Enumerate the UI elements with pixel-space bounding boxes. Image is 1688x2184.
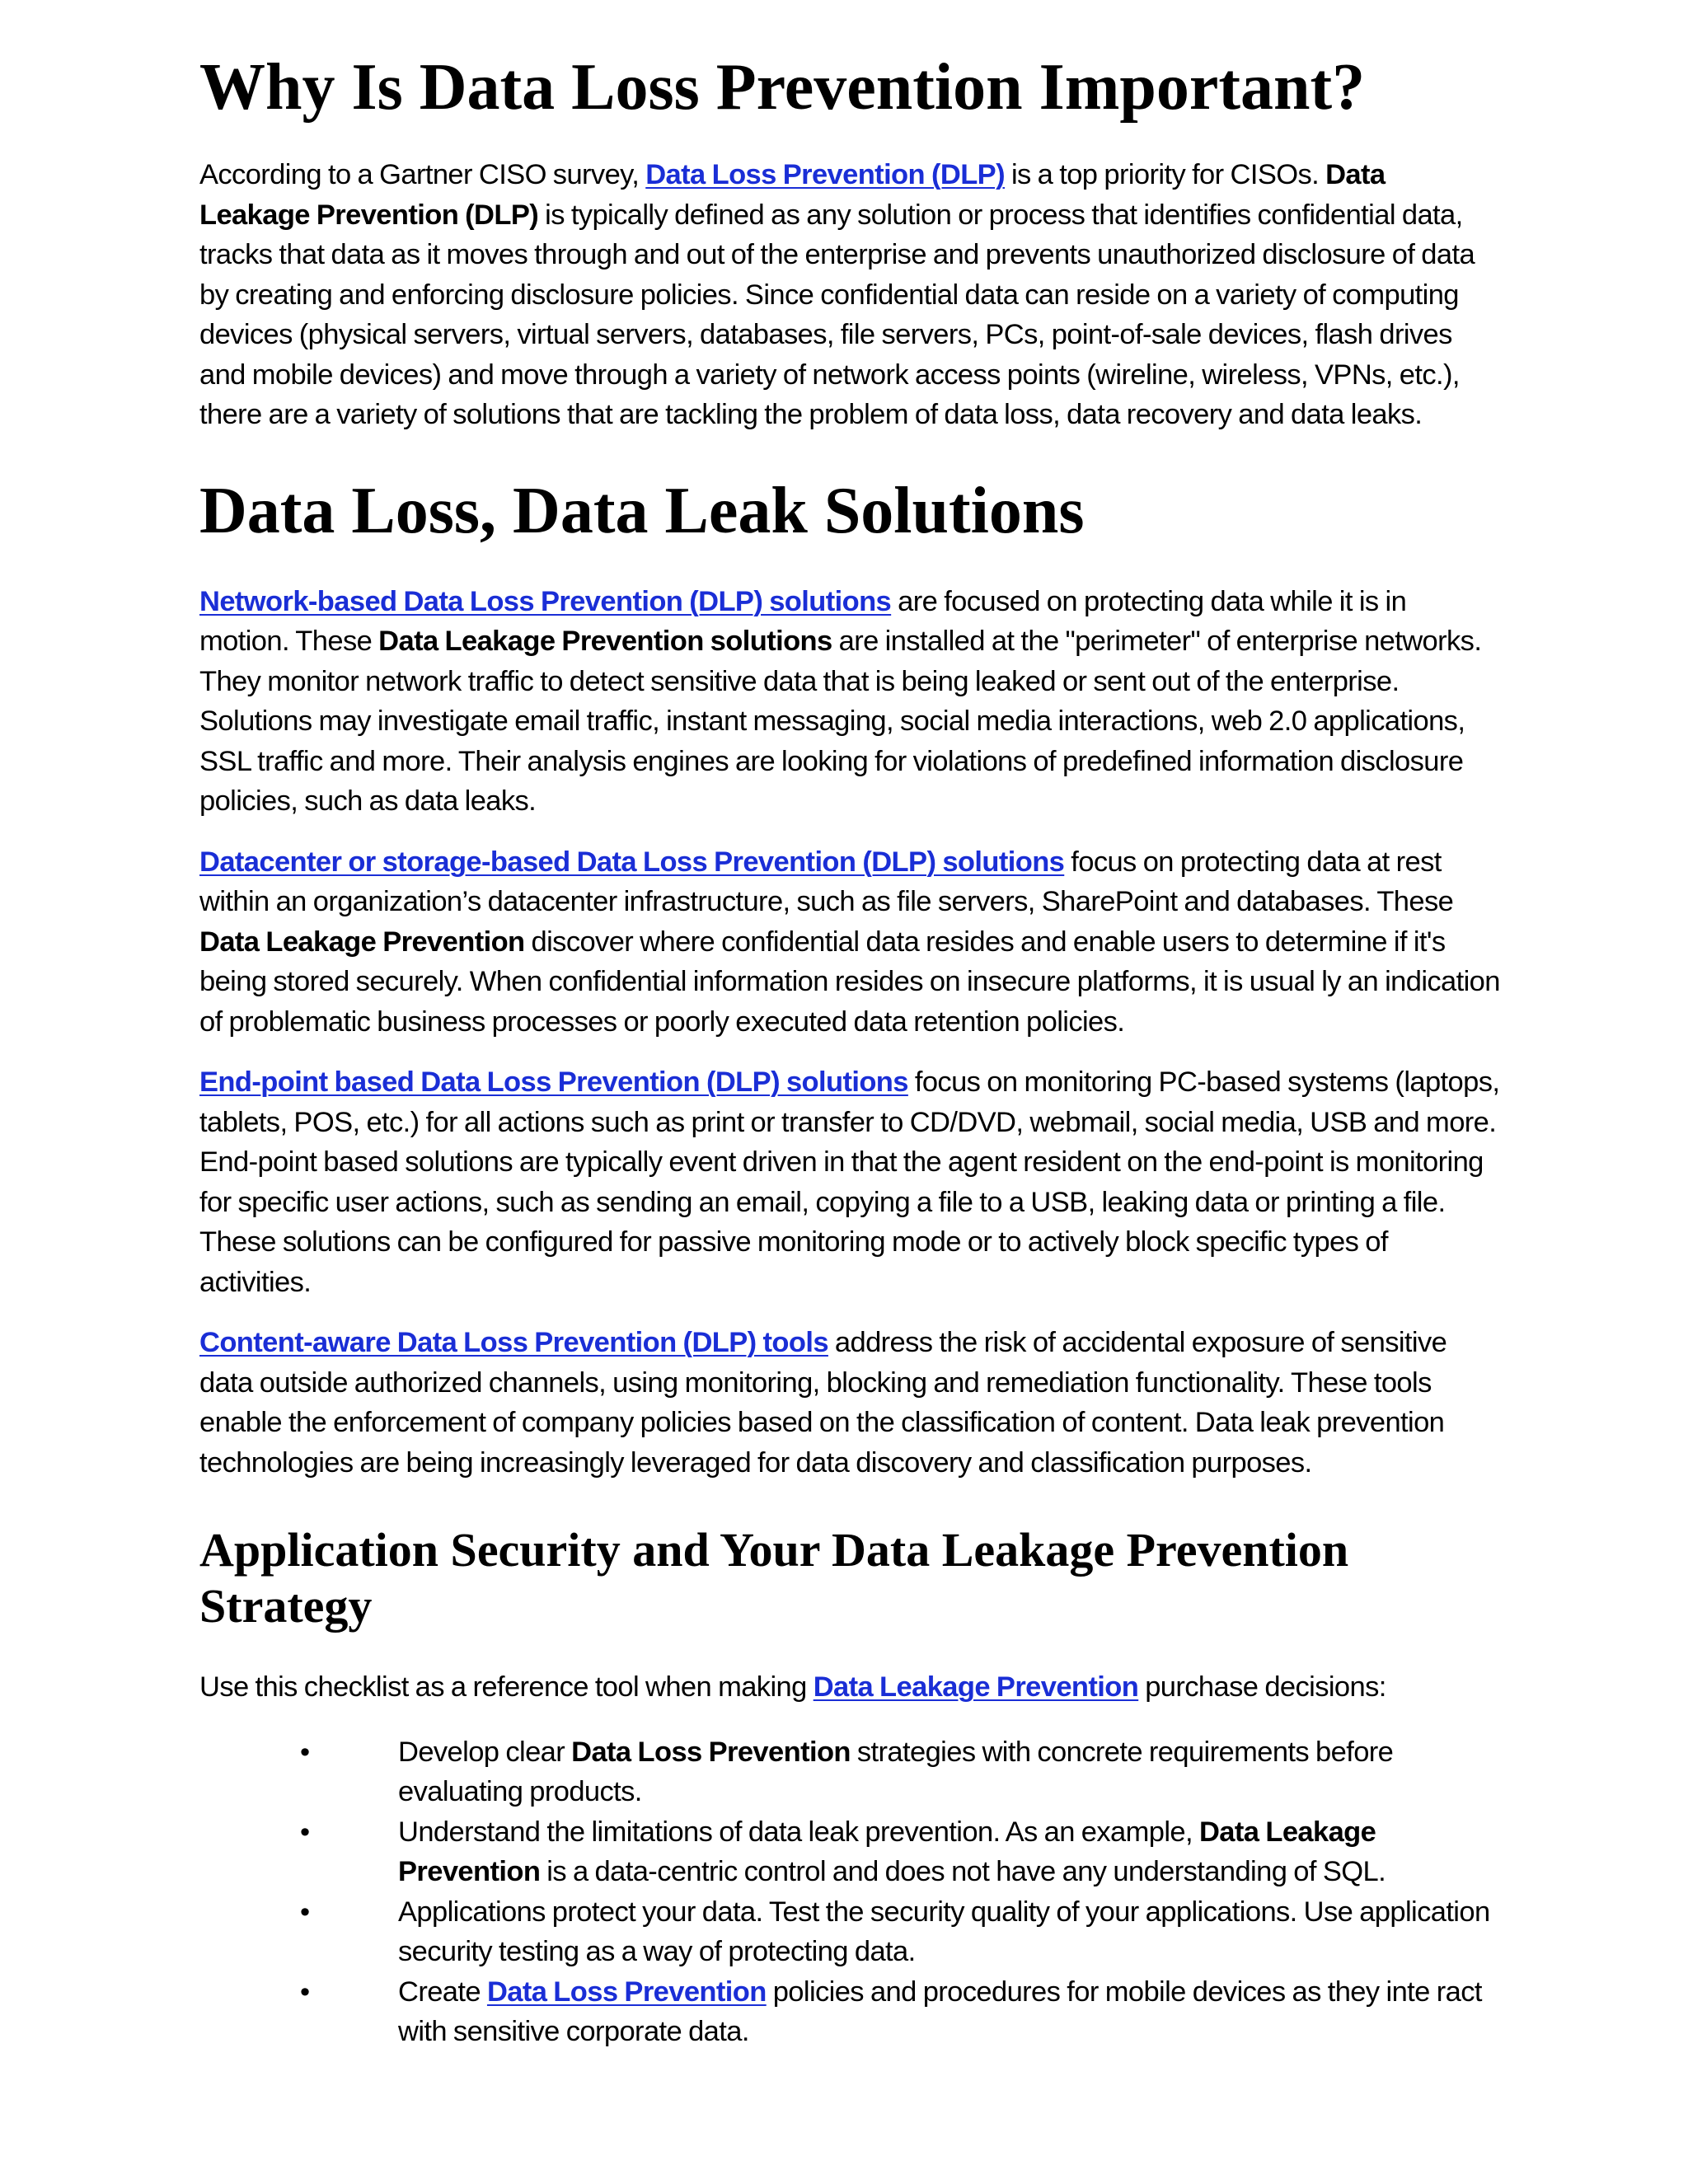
item-text-2: policies and procedures for mobile devices as they inte ract with sensitive corporate data. bbox=[398, 1975, 1482, 2047]
bullet-icon: • bbox=[300, 1975, 310, 2008]
endpoint-text-1: focus on monitoring PC-based systems (laptops, tablets, POS, etc.) for all actions such as print or transfer to CD/DVD, webmail, social media, USB and more. End-point based solutions are typically event driven in that the agent resident on the end-point is monitoring for specific user actions, such as sending an email, copying a file to a USB, leaking data or printing a file. These solutions can be configured for passive monitoring mode or to actively block specific types of activities. bbox=[199, 1066, 1500, 1298]
bullet-icon: • bbox=[300, 1736, 310, 1768]
network-dlp-paragraph bbox=[199, 582, 1502, 822]
bullet-icon: • bbox=[300, 1816, 310, 1848]
item-text-1: Applications protect your data. Test the security quality of your applications. Use application security testing as a way of protecting data. bbox=[398, 1896, 1490, 1967]
link-network-based-dlp[interactable]: Network-based Data Loss Prevention (DLP) solutions bbox=[199, 585, 892, 617]
list-item bbox=[199, 1812, 1502, 1892]
link-endpoint-based-dlp[interactable]: End-point based Data Loss Prevention (DLP) solutions bbox=[199, 1066, 908, 1098]
datacenter-text-2: discover where confidential data resides and enable users to determine if it's being stored securely. When confidential information resides on insecure platforms, it is usual ly an indication of problematic business processes or poorly executed data retention policies. bbox=[199, 926, 1500, 1038]
datacenter-text-1: focus on protecting data at rest within an organization’s datacenter infrastructure, such as file servers, SharePoint and databases. These bbox=[199, 846, 1454, 917]
link-content-aware-dlp-tools[interactable]: Content-aware Data Loss Prevention (DLP) tools bbox=[199, 1327, 828, 1358]
checklist bbox=[199, 1732, 1502, 2052]
intro-text-1: According to a Gartner CISO survey, bbox=[199, 159, 646, 190]
item-text-1: Create bbox=[398, 1975, 487, 2008]
datacenter-dlp-paragraph bbox=[199, 842, 1502, 1043]
content-text-1: address the risk of accidental exposure of sensitive data outside authorized channels, using monitoring, blocking and remediation functionality. These tools enable the enforcement of company policies based on the classification of content. Data leak prevention technologies are being increasingly leveraged for data discovery and classification purposes. bbox=[199, 1327, 1447, 1479]
intro-bold-term: Data Leakage Prevention (DLP) bbox=[199, 159, 1386, 231]
list-item bbox=[199, 1972, 1502, 2052]
heading-why-dlp-important: Why Is Data Loss Prevention Important? bbox=[199, 51, 1366, 124]
heading-data-loss-solutions: Data Loss, Data Leak Solutions bbox=[199, 474, 1085, 547]
item-text-2: is a data-centric control and does not have any understanding of SQL. bbox=[540, 1856, 1386, 1887]
content-aware-dlp-paragraph bbox=[199, 1323, 1502, 1483]
link-data-loss-prevention-dlp[interactable]: Data Loss Prevention (DLP) bbox=[645, 159, 1005, 190]
link-datacenter-storage-dlp[interactable]: Datacenter or storage-based Data Loss Prevention (DLP) solutions bbox=[199, 846, 1065, 878]
list-item bbox=[199, 1732, 1502, 1812]
intro-text-3: is typically defined as any solution or process that identifies confidential data, tracks that data as it moves through and out of the enterprise and prevents unauthorized disclosure of data by creating and enforcing disclosure policies. Since confidential data can reside on a variety of computing devices (physical servers, virtual servers, databases, file servers, PCs, point-of-sale devices, flash drives and mobile devices) and move through a variety of network access points (wireline, wireless, VPNs, etc.), there are a variety of solutions that are tackling the problem of data loss, data recovery and data leaks. bbox=[199, 199, 1475, 430]
network-bold-term: Data Leakage Prevention solutions bbox=[378, 626, 832, 657]
checklist-intro-paragraph bbox=[199, 1667, 1502, 1708]
link-data-loss-prevention-mobile[interactable]: Data Loss Prevention bbox=[486, 1975, 767, 2008]
bullet-icon: • bbox=[300, 1896, 310, 1928]
checklist-text-1: Use this checklist as a reference tool when making bbox=[199, 1671, 814, 1703]
list-item bbox=[199, 1892, 1502, 1972]
intro-paragraph bbox=[199, 155, 1502, 435]
item-text-2: strategies with concrete requirements before evaluating products. bbox=[398, 1736, 1394, 1807]
item-text-1: Understand the limitations of data leak prevention. As an example, bbox=[398, 1816, 1199, 1848]
network-text-1: are focused on protecting data while it is in motion. These bbox=[199, 585, 1407, 657]
item-bold-term: Data Leakage Prevention bbox=[398, 1816, 1376, 1887]
endpoint-dlp-paragraph bbox=[199, 1062, 1502, 1302]
heading-application-security: Application Security and Your Data Leakage Prevention Strategy bbox=[199, 1523, 1349, 1633]
document-page bbox=[199, 49, 1502, 2052]
datacenter-bold-term: Data Leakage Prevention bbox=[199, 926, 525, 958]
item-text-1: Develop clear bbox=[398, 1736, 572, 1768]
link-data-leakage-prevention[interactable]: Data Leakage Prevention bbox=[813, 1671, 1139, 1703]
checklist-text-2: purchase decisions: bbox=[1138, 1671, 1386, 1703]
network-text-2: are installed at the "perimeter" of enterprise networks. They monitor network traffic to detect sensitive data that is being leaked or sent out of the enterprise. Solutions may investigate email traffic, instant messaging, social media interactions, web 2.0 applications, SSL traffic and more. Their analysis engines are looking for violations of predefined information disclosure policies, such as data leaks. bbox=[199, 626, 1482, 817]
item-bold-term: Data Loss Prevention bbox=[571, 1736, 851, 1768]
intro-text-2: is a top priority for CISOs. bbox=[1004, 159, 1326, 190]
